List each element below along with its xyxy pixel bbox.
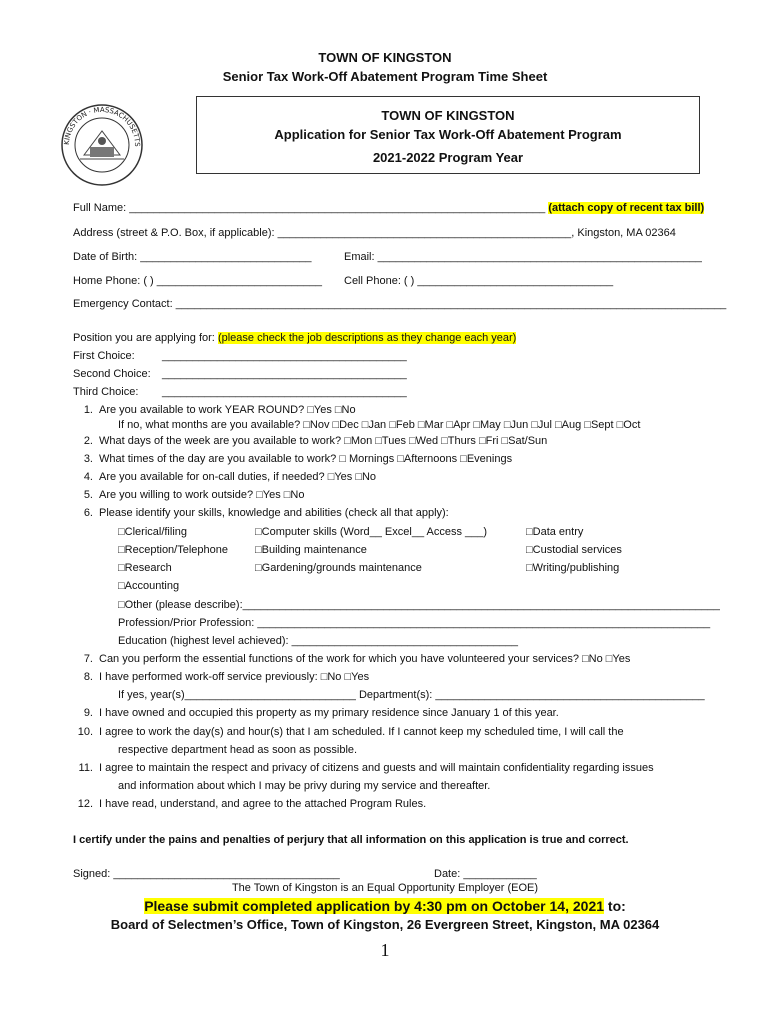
submit-to: to: (604, 898, 626, 914)
first-choice-field[interactable]: ________________________________________ (162, 350, 407, 362)
skill-custodial[interactable]: □Custodial services (526, 544, 622, 556)
header-town: TOWN OF KINGSTON (318, 50, 452, 65)
signature-field[interactable]: Signed: _____________________________________ (73, 868, 340, 880)
question-9: 9. I have owned and occupied this property as my primary residence since January 1 of this year. (83, 707, 559, 719)
question-11-cont: and information about which I may be privy during my service and thereafter. (118, 780, 491, 792)
position-label: Position you are applying for: (please check the job descriptions as they change each year) (73, 332, 517, 344)
position-note: (please check the job descriptions as they change each year) (217, 332, 517, 344)
skill-reception[interactable]: □Reception/Telephone (118, 544, 228, 556)
question-1[interactable]: 1. Are you available to work YEAR ROUND? □Yes □No (83, 404, 356, 416)
skill-other-field[interactable]: □Other (please describe):______________________________________________________________________________ (118, 599, 720, 611)
first-choice-label: First Choice: (73, 350, 135, 362)
question-6: 6. Please identify your skills, knowledge and abilities (check all that apply): (83, 507, 449, 519)
eoe-statement: The Town of Kingston is an Equal Opportunity Employer (EOE) (231, 882, 539, 894)
submit-instructions (0, 898, 770, 914)
header-title: Senior Tax Work-Off Abatement Program Time Sheet (222, 69, 548, 84)
question-5[interactable]: 5. Are you willing to work outside? □Yes □No (83, 489, 305, 501)
question-11: 11. I agree to maintain the respect and privacy of citizens and guests and will maintain confidentiality regarding issues (78, 762, 654, 774)
dob-field[interactable]: Date of Birth: ____________________________ (73, 251, 312, 263)
question-7[interactable]: 7. Can you perform the essential functions of the work for which you have volunteered your services? □No □Yes (83, 653, 631, 665)
full-name-field[interactable]: Full Name: ____________________________________________________________________ (attach copy of recent tax bill) (73, 202, 705, 214)
question-12: 12. I have read, understand, and agree to the attached Program Rules. (77, 798, 427, 810)
email-field[interactable]: Email: _____________________________________________________ (344, 251, 702, 263)
question-8[interactable]: 8. I have performed work-off service previously: □No □Yes (83, 671, 370, 683)
certify-statement: I certify under the pains and penalties of perjury that all information on this application is true and correct. (73, 834, 629, 846)
profession-field[interactable]: Profession/Prior Profession: __________________________________________________________________________ (118, 617, 711, 629)
education-field[interactable]: Education (highest level achieved): _____________________________________ (118, 635, 519, 647)
question-10-cont: respective department head as soon as possible. (118, 744, 358, 756)
second-choice-label: Second Choice: (73, 368, 151, 380)
date-field[interactable]: Date: ____________ (434, 868, 537, 880)
question-10: 10. I agree to work the day(s) and hour(s) that I am scheduled. If I cannot keep my scheduled time, I will call the (77, 726, 624, 738)
home-phone-field[interactable]: Home Phone: ( ) ___________________________ (73, 275, 322, 287)
svg-text:KINGSTON · MASSACHUSETTS: KINGSTON · MASSACHUSETTS (62, 105, 142, 147)
tax-bill-note: (attach copy of recent tax bill) (548, 202, 705, 214)
box-year: 2021-2022 Program Year (372, 150, 524, 165)
question-4[interactable]: 4. Are you available for on-call duties, if needed? □Yes □No (83, 471, 377, 483)
page-number: 1 (380, 940, 390, 960)
question-2[interactable]: 2. What days of the week are you available to work? □Mon □Tues □Wed □Thurs □Fri □Sat/Sun (83, 435, 548, 447)
skill-writing[interactable]: □Writing/publishing (526, 562, 620, 574)
box-application: Application for Senior Tax Work-Off Abatement Program (274, 127, 622, 142)
submit-deadline: Please submit completed application by 4:30 pm on October 14, 2021 (144, 898, 605, 914)
emergency-contact-field[interactable]: Emergency Contact: __________________________________________________________________________________________ (73, 298, 727, 310)
skill-building[interactable]: □Building maintenance (255, 544, 367, 556)
skill-clerical[interactable]: □Clerical/filing (118, 526, 187, 538)
box-town: TOWN OF KINGSTON (381, 108, 515, 123)
town-seal (60, 103, 144, 187)
skill-gardening[interactable]: □Gardening/grounds maintenance (255, 562, 422, 574)
third-choice-label: Third Choice: (73, 386, 139, 398)
cell-phone-field[interactable]: Cell Phone: ( ) ________________________________ (344, 275, 614, 287)
second-choice-field[interactable]: ________________________________________ (162, 368, 407, 380)
third-choice-field[interactable]: ________________________________________ (162, 386, 407, 398)
question-1-months[interactable]: If no, what months are you available? □Nov □Dec □Jan □Feb □Mar □Apr □May □Jun □Jul □Aug □Sept □Oct (118, 419, 641, 431)
skill-research[interactable]: □Research (118, 562, 172, 574)
skill-data-entry[interactable]: □Data entry (526, 526, 584, 538)
question-8-details[interactable]: If yes, year(s)____________________________ Department(s): ____________________________________________ (118, 689, 705, 701)
skill-computer[interactable]: □Computer skills (Word__ Excel__ Access ___) (255, 526, 488, 538)
question-3[interactable]: 3. What times of the day are you available to work? □ Mornings □Afternoons □Evenings (83, 453, 513, 465)
address-field[interactable]: Address (street & P.O. Box, if applicable): ________________________________________________, Kingston, MA 02364 (73, 227, 676, 239)
skill-accounting[interactable]: □Accounting (118, 580, 180, 592)
submission-address: Board of Selectmen’s Office, Town of Kingston, 26 Evergreen Street, Kingston, MA 02364 (110, 917, 660, 932)
